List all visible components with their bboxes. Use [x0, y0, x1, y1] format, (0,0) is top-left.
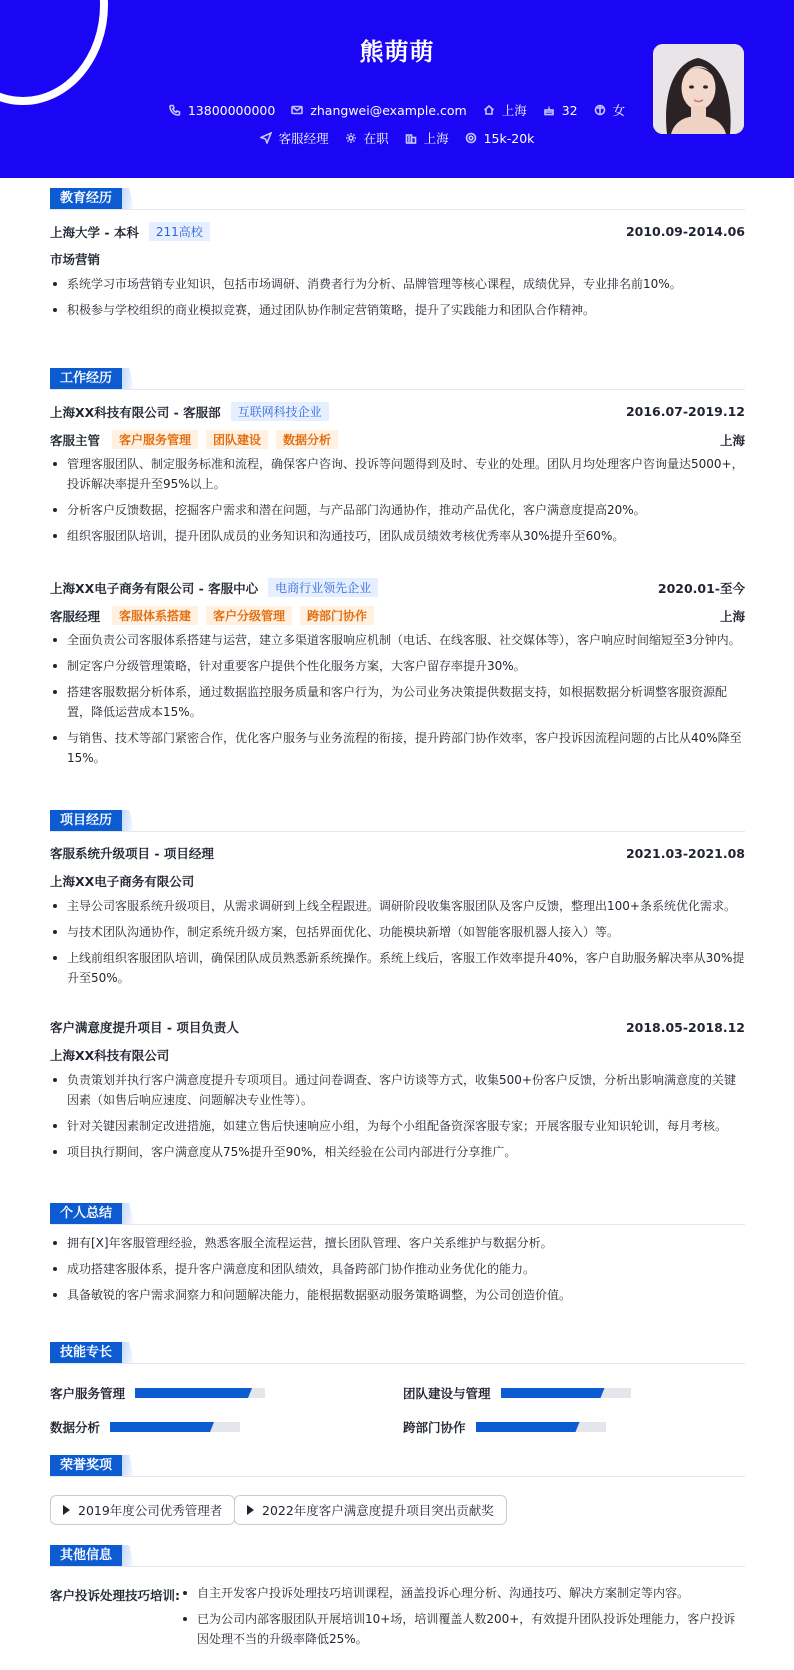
target-city-text: 上海	[423, 131, 449, 146]
work-section-title: 工作经历	[50, 368, 122, 389]
phone-text: 13800000000	[187, 102, 276, 118]
email-text: zhangwei@example.com	[310, 102, 467, 118]
education-bullets	[50, 274, 745, 326]
job-row-1	[50, 402, 745, 421]
gender-text: 女	[612, 103, 626, 118]
gear-icon	[345, 132, 357, 144]
other-bullets	[180, 1583, 745, 1655]
list-item: 与销售、技术等部门紧密合作，优化客户服务与业务流程的衔接，提升跨部门协作效率，客户投诉因流程问题的占比从40%降至15%。	[50, 728, 745, 768]
play-icon	[63, 1505, 70, 1515]
avatar-portrait	[653, 44, 744, 134]
list-item: 成功搭建客服体系，提升客户满意度和团队绩效，具备跨部门协作推动业务优化的能力。	[50, 1259, 745, 1279]
summary-section-title: 个人总结	[50, 1203, 122, 1224]
project-section-header	[50, 810, 745, 832]
summary-section-header	[50, 1203, 745, 1225]
project-company: 上海XX科技有限公司	[50, 1048, 170, 1063]
school-tag: 211高校	[149, 222, 210, 241]
phone-info	[169, 101, 275, 119]
job-location: 上海	[719, 432, 745, 448]
list-item: 上线前组织客服团队培训，确保团队成员熟悉新系统操作。系统上线后，客服工作效率提升40%，客户自助服务解决率从30%提升至50%。	[50, 948, 745, 988]
position-info	[260, 129, 329, 147]
list-item: 主导公司客服系统升级项目，从需求调研到上线全程跟进。调研阶段收集客服团队及客户反馈，整理出100+条系统优化需求。	[50, 896, 745, 916]
project-row-2	[50, 1018, 745, 1036]
cake-icon	[543, 104, 555, 116]
skill-tag: 客服体系搭建	[112, 606, 198, 625]
skills-section-header	[50, 1342, 745, 1364]
position-text: 客服经理	[278, 131, 329, 146]
skill-bar-fill	[476, 1422, 580, 1432]
list-item: 积极参与学校组织的商业模拟竞赛，通过团队协作制定营销策略，提升了实践能力和团队合作精神。	[50, 300, 745, 320]
project-row-1	[50, 844, 745, 862]
skill-name: 数据分析	[50, 1420, 101, 1435]
education-row	[50, 222, 745, 241]
skill-tag: 跨部门协作	[300, 606, 374, 625]
phone-icon	[169, 104, 181, 116]
list-item: 全面负责公司客服体系搭建与运营，建立多渠道客服响应机制（电话、在线客服、社交媒体等），客户响应时间缩短至3分钟内。	[50, 630, 745, 650]
project-date: 2021.03-2021.08	[625, 845, 745, 861]
job-date: 2020.01-至今	[657, 580, 745, 596]
other-section-header	[50, 1545, 745, 1567]
education-section-title: 教育经历	[50, 188, 122, 209]
list-item: 负责策划并执行客户满意度提升专项项目。通过问卷调查、客户访谈等方式，收集500+份客户反馈，分析出影响满意度的关键因素（如售后响应速度、问题解决专业性等）。	[50, 1070, 745, 1110]
age-text: 32	[561, 102, 578, 118]
major-row	[50, 250, 745, 268]
play-icon	[247, 1505, 254, 1515]
job-date: 2016.07-2019.12	[625, 404, 745, 419]
gender-info	[594, 101, 626, 119]
list-item: 系统学习市场营销专业知识，包括市场调研、消费者行为分析、品牌管理等核心课程，成绩优异，专业排名前10%。	[50, 274, 745, 294]
other-section	[50, 1545, 745, 1569]
coin-icon	[465, 132, 477, 144]
honors-section-header	[50, 1455, 745, 1477]
project-name: 客服系统升级项目 - 项目经理	[50, 846, 214, 861]
honor-text: 2022年度客户满意度提升项目突出贡献奖	[262, 1503, 494, 1518]
work-section-header	[50, 368, 745, 390]
role-row-1	[50, 430, 745, 449]
candidate-name: 熊萌萌	[359, 38, 435, 66]
list-item: 拥有[X]年客服管理经验，熟悉客服全流程运营，擅长团队管理、客户关系维护与数据分析。	[50, 1233, 745, 1253]
school-name: 上海大学 - 本科	[50, 224, 139, 240]
project-bullets-2	[50, 1070, 745, 1168]
project-company-row-2	[50, 1046, 745, 1064]
skill-item	[50, 1418, 240, 1436]
honor-badge	[234, 1495, 507, 1525]
skill-bar-fill	[135, 1388, 252, 1398]
project-date: 2018.05-2018.12	[625, 1019, 745, 1035]
other-section-title: 其他信息	[50, 1545, 122, 1566]
list-item: 组织客服团队培训，提升团队成员的业务知识和沟通技巧，团队成员绩效考核优秀率从30%提升至60%。	[50, 526, 745, 546]
skill-bar-fill	[110, 1422, 214, 1432]
summary-bullets	[50, 1233, 745, 1311]
send-icon	[260, 132, 272, 144]
company-tag: 电商行业领先企业	[268, 578, 378, 597]
skill-tag: 客户服务管理	[112, 430, 198, 449]
email-info	[291, 101, 466, 119]
honor-text: 2019年度公司优秀管理者	[78, 1503, 223, 1518]
skill-tag: 团队建设	[206, 430, 268, 449]
education-section-header	[50, 188, 745, 210]
home-icon	[483, 104, 495, 116]
education-date: 2010.09-2014.06	[625, 224, 745, 239]
skill-item	[403, 1418, 606, 1436]
job-bullets-2	[50, 630, 745, 774]
salary-info	[465, 129, 535, 147]
honor-badge	[50, 1495, 235, 1525]
role-row-2	[50, 606, 745, 625]
list-item: 已为公司内部客服团队开展培训10+场，培训覆盖人数200+，有效提升团队投诉处理能力，客户投诉因处理不当的升级率降低25%。	[180, 1609, 745, 1649]
skill-bar	[476, 1422, 606, 1432]
target-city-info	[405, 129, 449, 147]
age-info	[543, 101, 578, 119]
list-item: 项目执行期间，客户满意度从75%提升至90%，相关经验在公司内部进行分享推广。	[50, 1142, 745, 1162]
list-item: 自主开发客户投诉处理技巧培训课程，涵盖投诉心理分析、沟通技巧、解决方案制定等内容。	[180, 1583, 745, 1603]
list-item: 针对关键因素制定改进措施，如建立售后快速响应小组，为每个小组配备资深客服专家；开展客服专业知识轮训，每月考核。	[50, 1116, 745, 1136]
project-company: 上海XX电子商务有限公司	[50, 874, 195, 889]
city-info	[483, 101, 527, 119]
skill-tag: 客户分级管理	[206, 606, 292, 625]
skill-bar	[501, 1388, 631, 1398]
skills-section	[50, 1342, 745, 1366]
honors-section	[50, 1455, 745, 1479]
mail-icon	[291, 104, 303, 116]
list-item: 管理客服团队、制定服务标准和流程，确保客户咨询、投诉等问题得到及时、专业的处理。团队月均处理客户咨询量达5000+，投诉解决率提升至95%以上。	[50, 454, 745, 494]
status-text: 在职	[363, 131, 389, 146]
skill-bar-fill	[501, 1388, 605, 1398]
skill-tag: 数据分析	[276, 430, 338, 449]
project-bullets-1	[50, 896, 745, 994]
skill-bar	[135, 1388, 265, 1398]
summary-section	[50, 1203, 745, 1323]
skills-section-title: 技能专长	[50, 1342, 122, 1363]
list-item: 具备敏锐的客户需求洞察力和问题解决能力，能根据数据驱动服务策略调整，为公司创造价值。	[50, 1285, 745, 1305]
company-name: 上海XX电子商务有限公司 - 客服中心	[50, 580, 259, 596]
list-item: 搭建客服数据分析体系，通过数据监控服务质量和客户行为，为公司业务决策提供数据支持，如根据数据分析调整客服资源配置，降低运营成本15%。	[50, 682, 745, 722]
profile-photo	[653, 44, 744, 134]
skill-item	[50, 1384, 265, 1402]
role-name: 客服经理	[50, 608, 101, 624]
job-location: 上海	[719, 608, 745, 624]
honors-section-title: 荣誉奖项	[50, 1455, 122, 1476]
list-item: 分析客户反馈数据，挖掘客户需求和潜在问题，与产品部门沟通协作，推动产品优化，客户满意度提高20%。	[50, 500, 745, 520]
major-name: 市场营销	[50, 252, 101, 267]
project-company-row-1	[50, 872, 745, 890]
skill-item	[403, 1384, 631, 1402]
list-item: 制定客户分级管理策略，针对重要客户提供个性化服务方案，大客户留存率提升30%。	[50, 656, 745, 676]
salary-text: 15k-20k	[483, 130, 535, 146]
list-item: 与技术团队沟通协作，制定系统升级方案，包括界面优化、功能模块新增（如智能客服机器人接入）等。	[50, 922, 745, 942]
gender-icon	[594, 104, 606, 116]
building-icon	[405, 132, 417, 144]
work-section	[50, 368, 745, 788]
job-row-2	[50, 578, 745, 597]
project-section-title: 项目经历	[50, 810, 122, 831]
skill-name: 跨部门协作	[403, 1420, 466, 1435]
company-name: 上海XX科技有限公司 - 客服部	[50, 404, 221, 420]
project-name: 客户满意度提升项目 - 项目负责人	[50, 1020, 239, 1035]
education-section	[50, 188, 745, 338]
job-bullets-1	[50, 454, 745, 552]
city-text: 上海	[501, 103, 527, 118]
project-section	[50, 810, 745, 1190]
other-label: 客户投诉处理技巧培训:	[50, 1588, 180, 1603]
skill-name: 客户服务管理	[50, 1386, 126, 1401]
resume-header	[0, 0, 794, 178]
company-tag: 互联网科技企业	[231, 402, 329, 421]
status-info	[345, 129, 389, 147]
skill-name: 团队建设与管理	[403, 1386, 491, 1401]
skill-bar	[110, 1422, 240, 1432]
role-name: 客服主管	[50, 432, 101, 448]
